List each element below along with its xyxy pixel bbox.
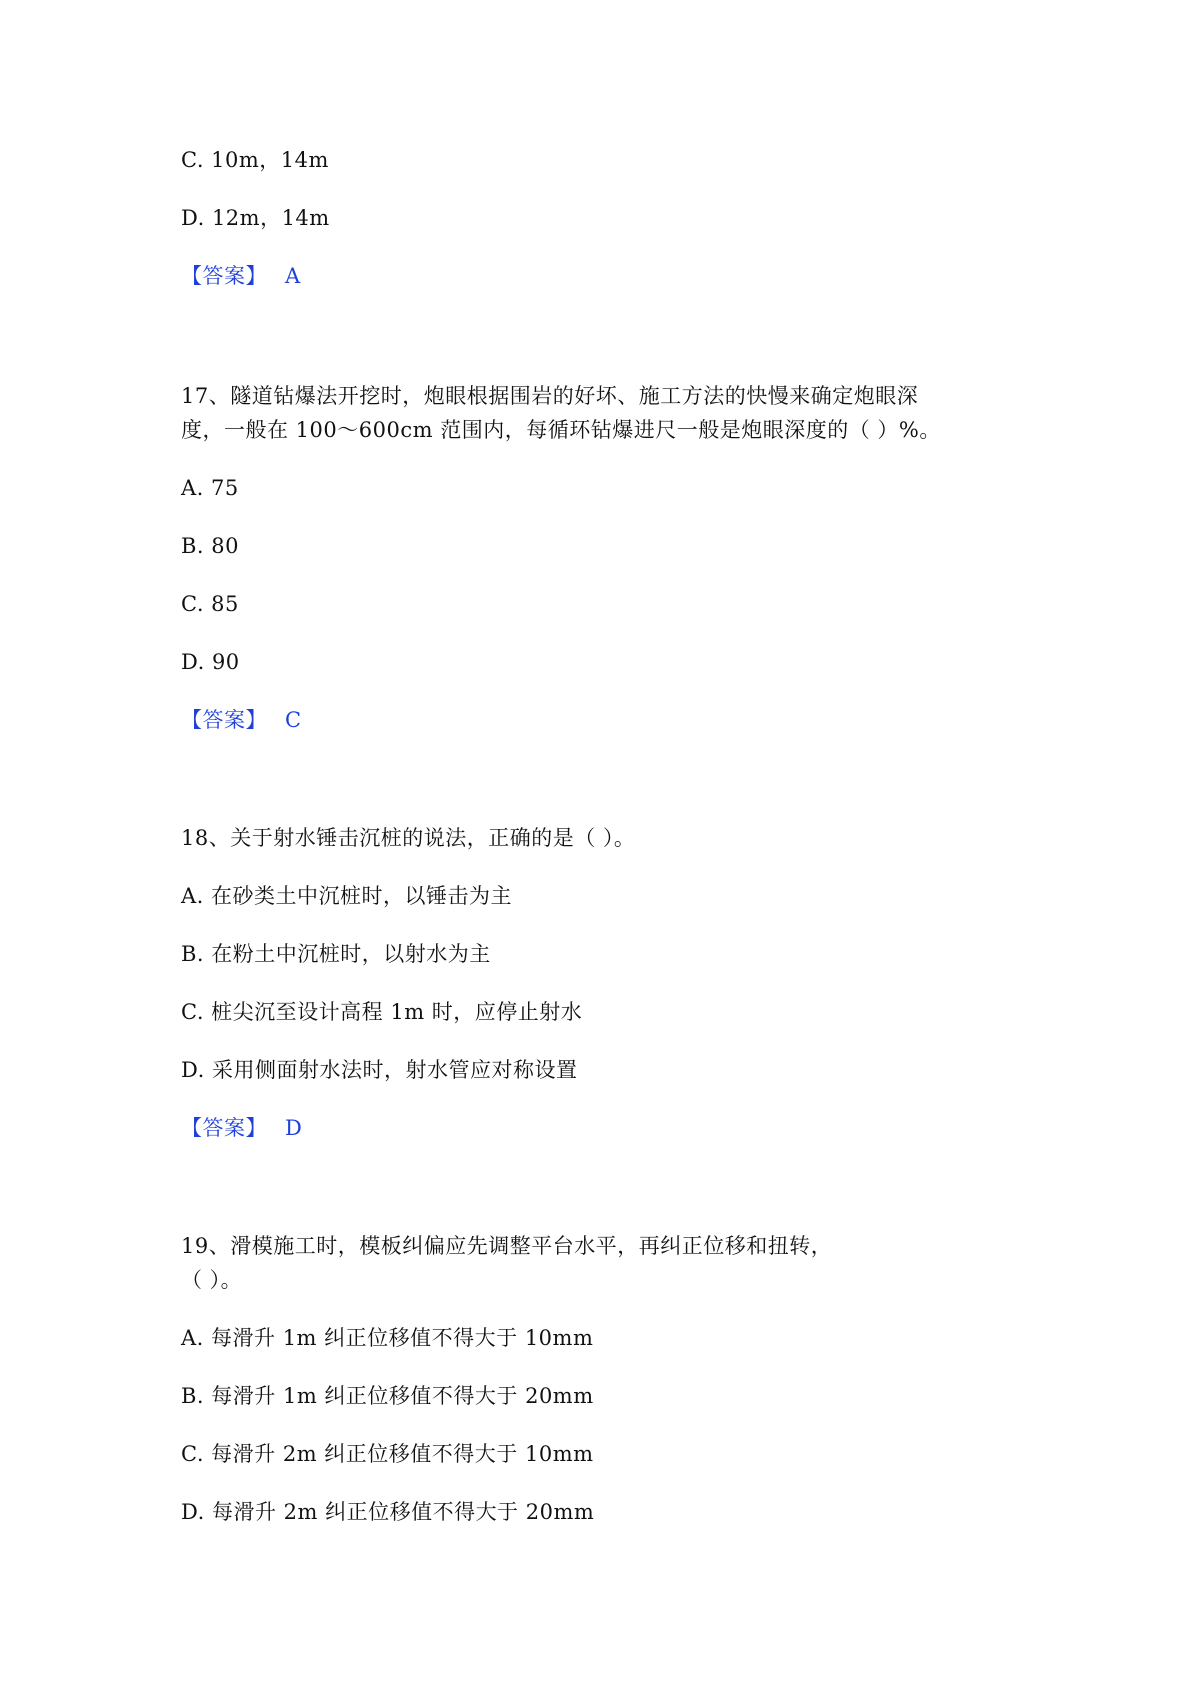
q17-stem-line1: 17、隧道钻爆法开挖时，炮眼根据围岩的好坏、施工方法的快慢来确定炮眼深 — [181, 384, 919, 408]
q16-option-c: C. 10m，14m — [181, 148, 329, 172]
q18-stem-line1: 18、关于射水锤击沉桩的说法，正确的是（ ）。 — [181, 826, 636, 850]
answer-value: C — [285, 708, 302, 732]
q17-stem-line2: 度，一般在 100～600cm 范围内，每循环钻爆进尺一般是炮眼深度的（ ）%。 — [181, 418, 941, 442]
q18-option-c: C. 桩尖沉至设计高程 1m 时，应停止射水 — [181, 1000, 583, 1024]
answer-value: A — [285, 264, 301, 288]
q18-option-d: D. 采用侧面射水法时，射水管应对称设置 — [181, 1058, 578, 1082]
q18-option-a: A. 在砂类土中沉桩时，以锤击为主 — [181, 884, 513, 908]
q17-option-c: C. 85 — [181, 592, 239, 616]
answer-value: D — [285, 1116, 303, 1140]
q19-stem-line2: （ ）。 — [181, 1268, 243, 1292]
q17-option-b: B. 80 — [181, 534, 240, 558]
answer-label: 【答案】 — [181, 1116, 267, 1140]
q19-option-d: D. 每滑升 2m 纠正位移值不得大于 20mm — [181, 1500, 595, 1524]
q18-option-b: B. 在粉土中沉桩时，以射水为主 — [181, 942, 491, 966]
q19-option-c: C. 每滑升 2m 纠正位移值不得大于 10mm — [181, 1442, 594, 1466]
q18-answer — [181, 1112, 302, 1144]
q17-option-d: D. 90 — [181, 650, 240, 674]
q17-option-a: A. 75 — [181, 476, 239, 500]
q16-answer — [181, 260, 301, 292]
answer-label: 【答案】 — [181, 264, 267, 288]
answer-label: 【答案】 — [181, 708, 267, 732]
q16-option-d: D. 12m，14m — [181, 206, 330, 230]
q19-option-a: A. 每滑升 1m 纠正位移值不得大于 10mm — [181, 1326, 594, 1350]
q17-answer — [181, 704, 302, 736]
q19-option-b: B. 每滑升 1m 纠正位移值不得大于 20mm — [181, 1384, 594, 1408]
q19-stem-line1: 19、滑模施工时，模板纠偏应先调整平台水平，再纠正位移和扭转， — [181, 1234, 833, 1258]
